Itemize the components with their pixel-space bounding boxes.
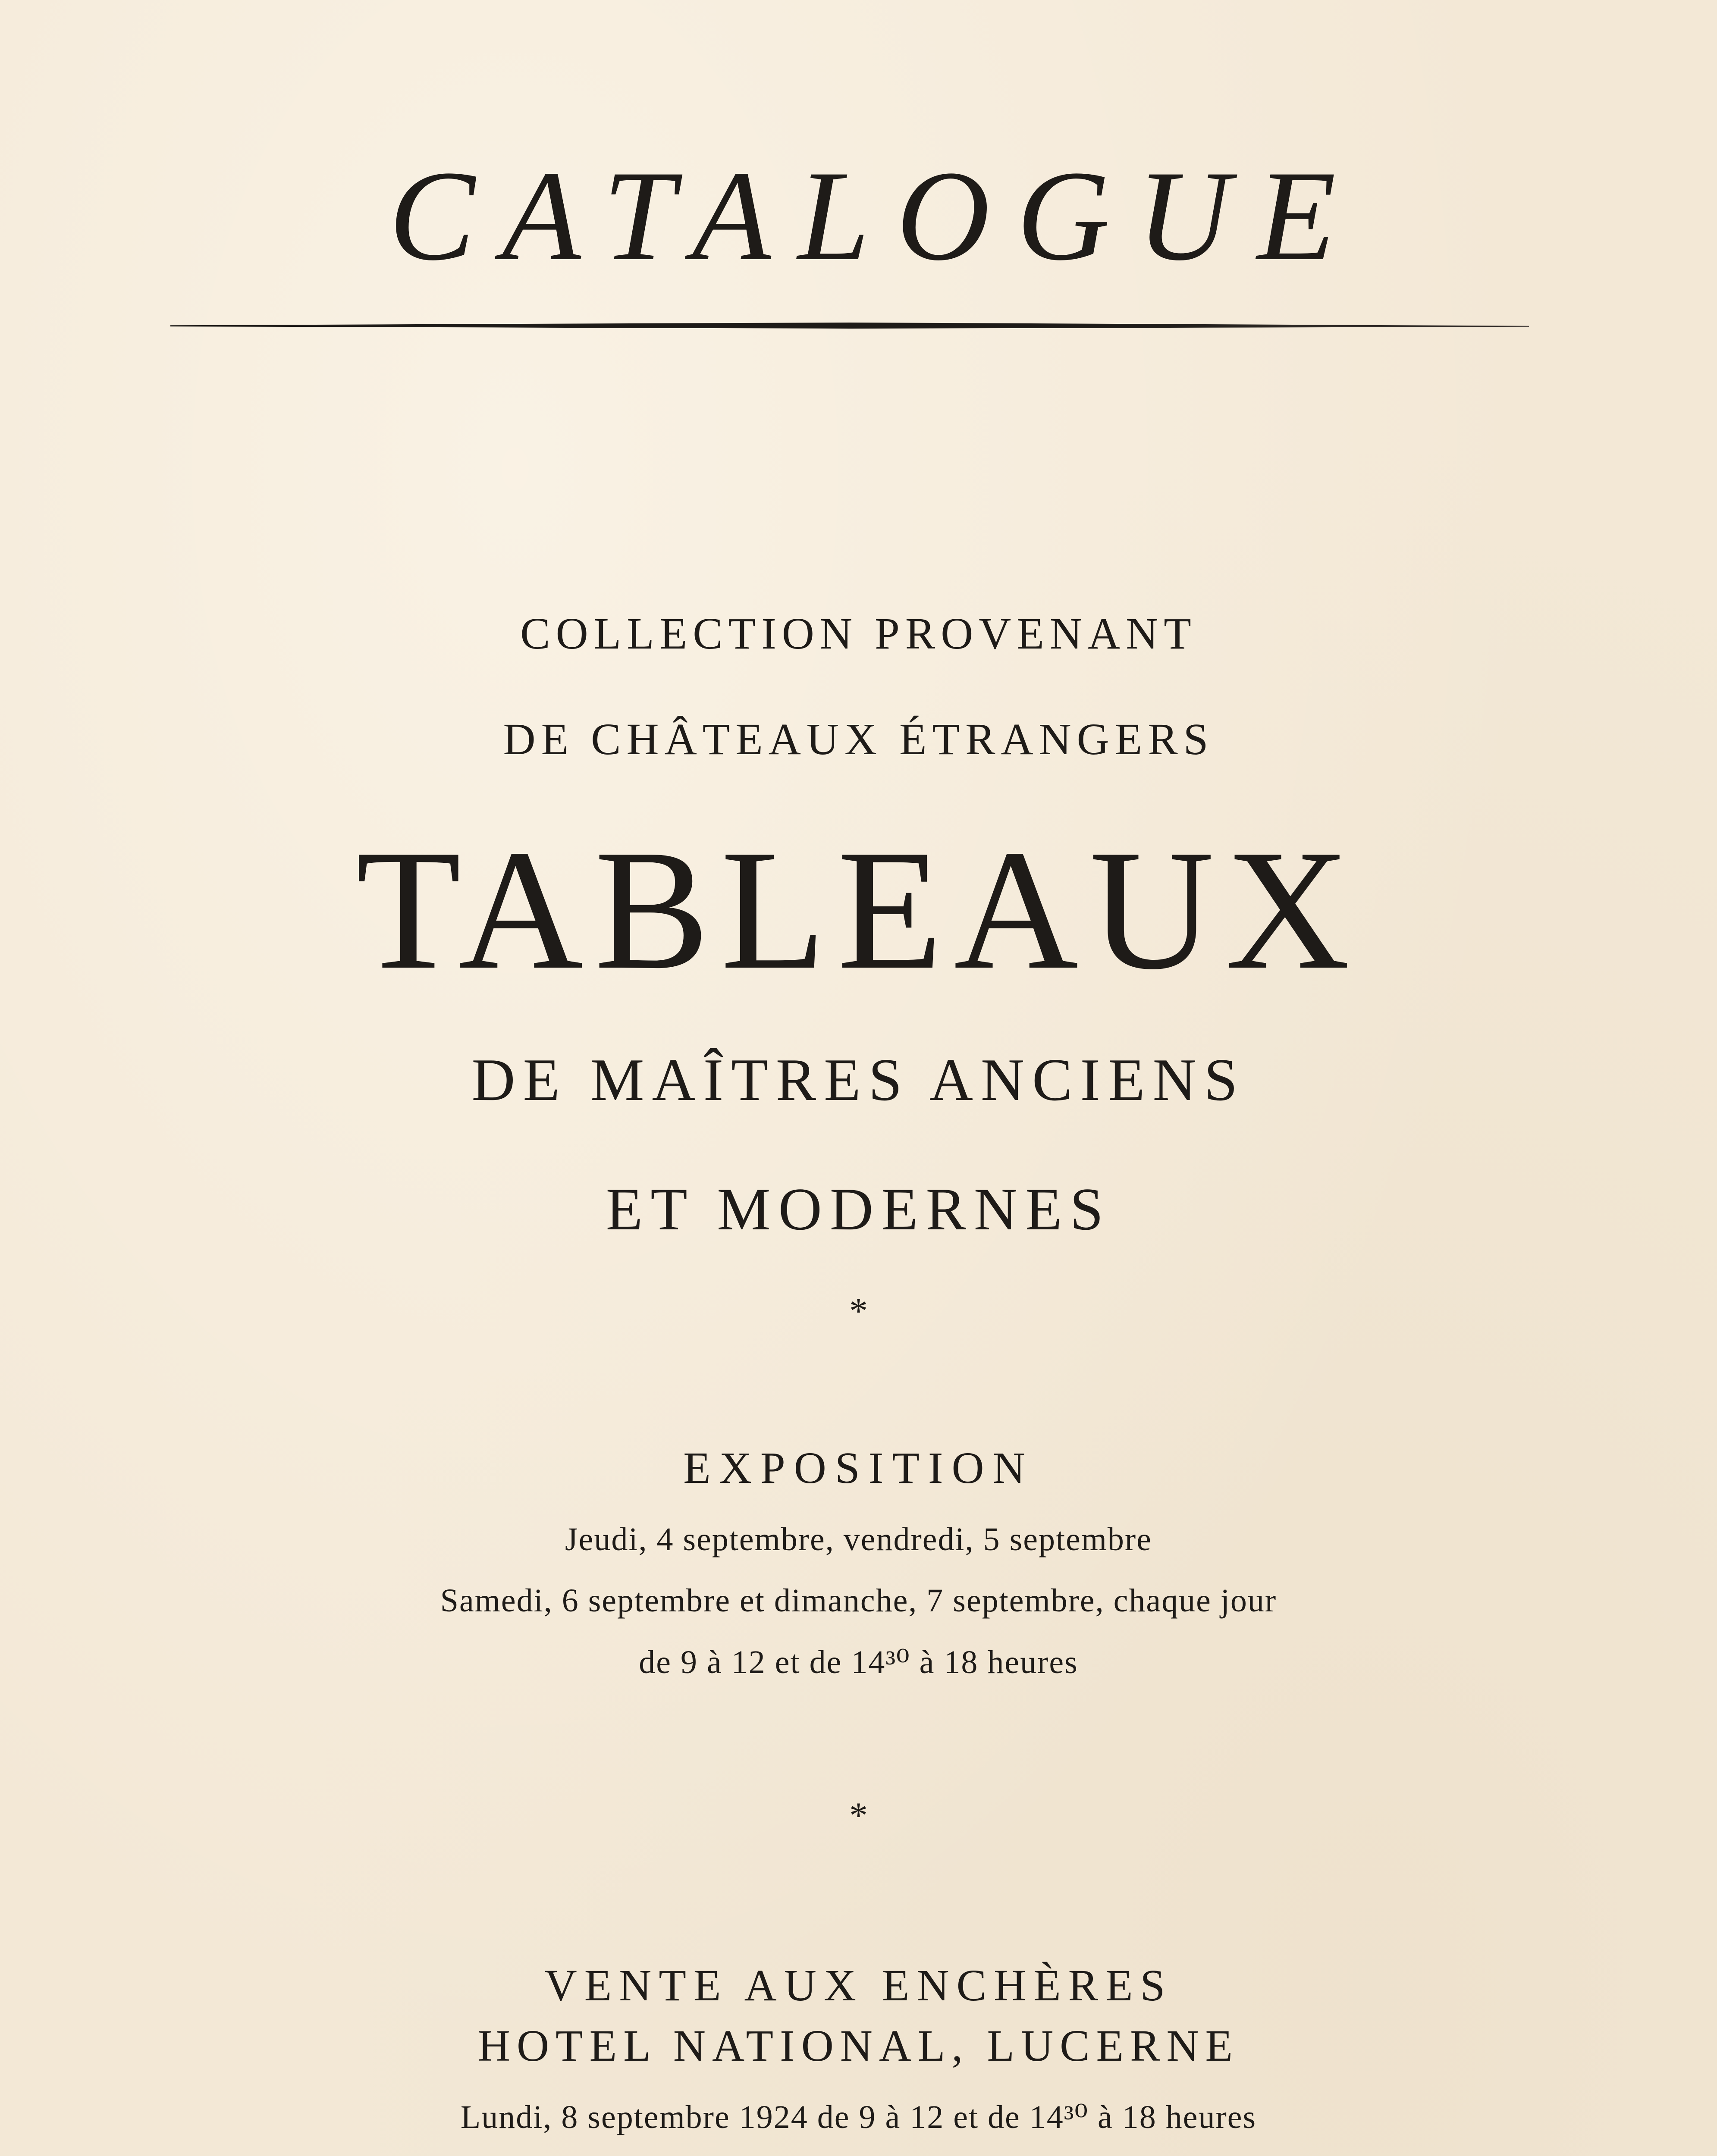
- main-subtitle-2: ET MODERNES: [606, 1176, 1111, 1243]
- catalogue-title: CATALOGUE: [389, 144, 1363, 287]
- sale-venue: HOTEL NATIONAL, LUCERNE: [477, 2021, 1240, 2071]
- star-separator-1: *: [849, 1290, 868, 1332]
- main-subtitle-1: DE MAÎTRES ANCIENS: [471, 1047, 1246, 1113]
- exposition-dates-2: Samedi, 6 septembre et dimanche, 7 septembre, chaque jour: [440, 1583, 1277, 1619]
- star-separator-2: *: [849, 1795, 868, 1836]
- exposition-heading: EXPOSITION: [683, 1443, 1034, 1493]
- sale-date: Lundi, 8 septembre 1924 de 9 à 12 et de 14³⁰ à 18 heures: [460, 2099, 1257, 2135]
- main-title: TABLEAUX: [355, 814, 1362, 1005]
- collection-line-1: COLLECTION PROVENANT: [520, 609, 1197, 658]
- sale-heading: VENTE AUX ENCHÈRES: [544, 1961, 1173, 2010]
- exposition-dates-1: Jeudi, 4 septembre, vendredi, 5 septembre: [565, 1521, 1152, 1557]
- title-rule: [170, 323, 1529, 329]
- exposition-hours: de 9 à 12 et de 14³⁰ à 18 heures: [639, 1644, 1078, 1680]
- collection-line-2: DE CHÂTEAUX ÉTRANGERS: [503, 714, 1214, 764]
